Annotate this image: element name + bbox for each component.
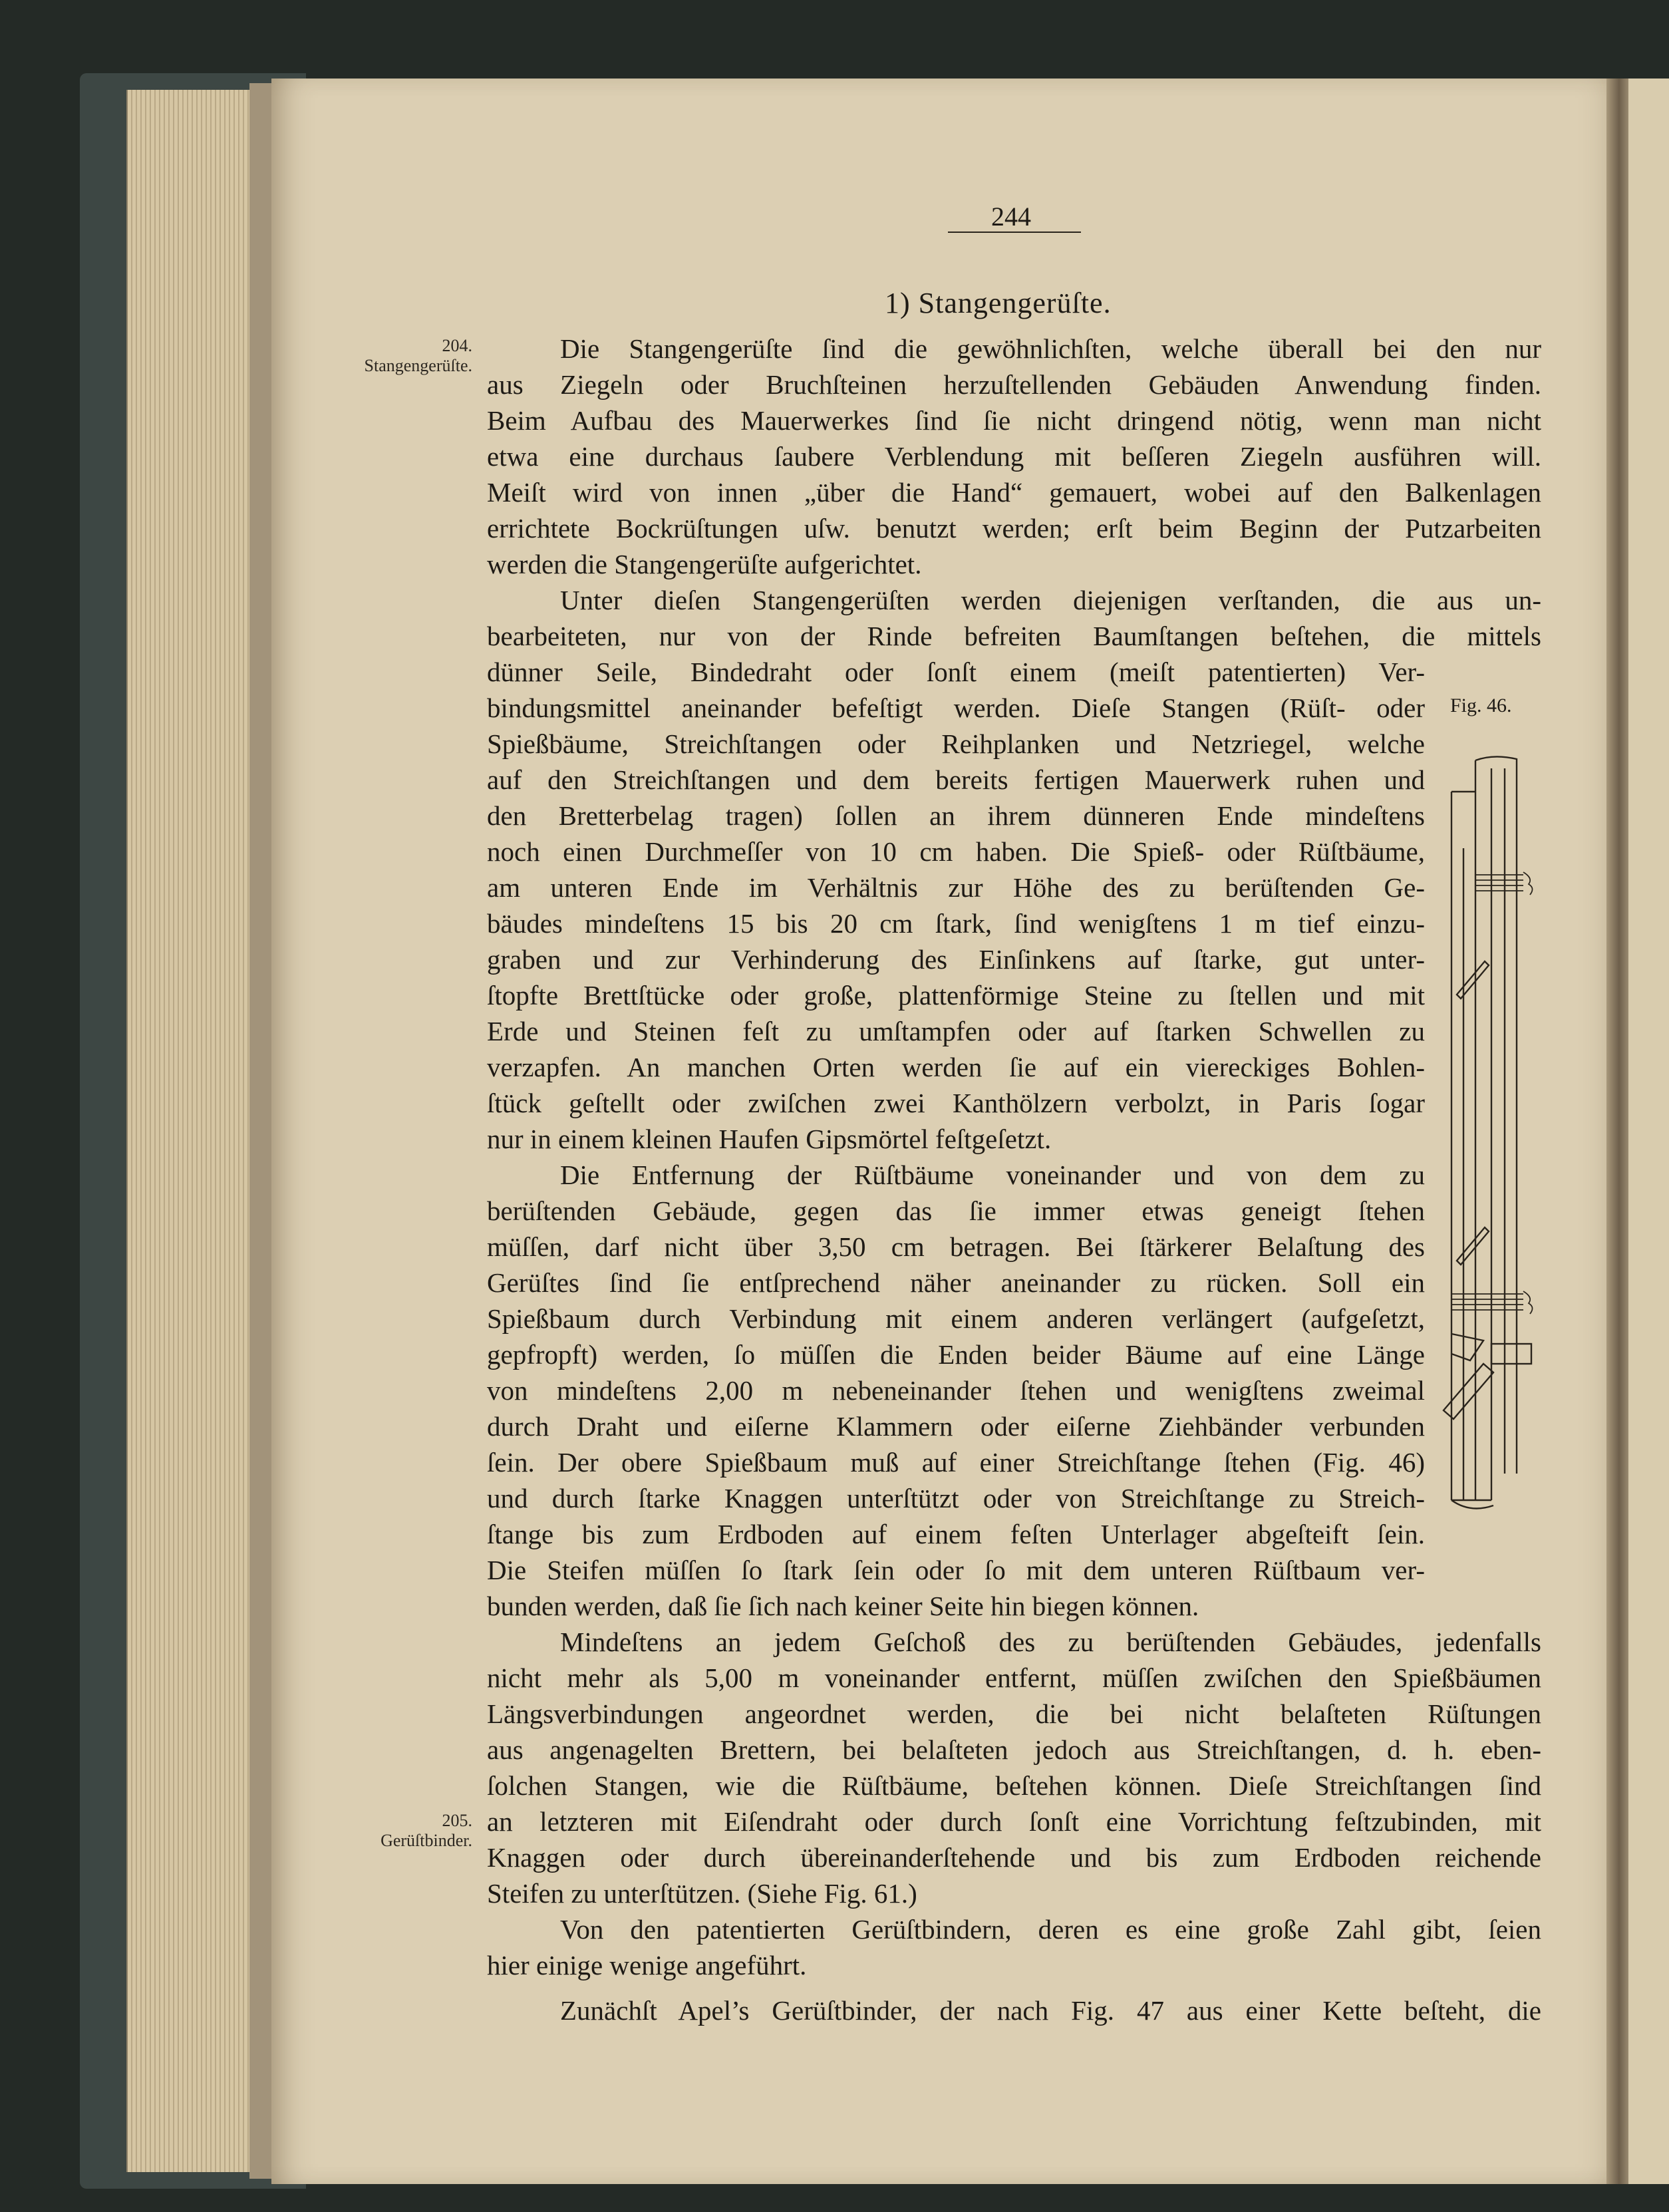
margin-note-label: Stangengerüſte. — [364, 356, 472, 375]
text-line: von mindeſtens 2,00 m nebeneinander ſtehen und wenigſtens zweimal — [487, 1375, 1425, 1406]
margin-note-number: 204. — [442, 336, 472, 355]
text-line: und durch ſtarke Knaggen unterſtützt oder von Streichſtange zu Streich- — [487, 1483, 1425, 1513]
text-line: bunden werden, daß ſie ſich nach keiner Seite hin biegen können. — [487, 1591, 1199, 1621]
section-heading: 1) Stangengerüſte. — [885, 287, 1112, 319]
text-line: durch Draht und eiſerne Klammern oder eiſerne Ziehbänder verbunden — [487, 1411, 1425, 1442]
text-line: Zunächſt Apel’s Gerüſtbinder, der nach Fig. 47 aus einer Kette beſteht, die — [560, 1995, 1541, 2026]
text-line: ſtück geſtellt oder zwiſchen zwei Kanthölzern verbolzt, in Paris ſogar — [487, 1088, 1425, 1118]
page-number: 244 — [991, 202, 1031, 232]
text-line: bäudes mindeſtens 15 bis 20 cm ſtark, ſind wenigſtens 1 m tief einzu- — [487, 908, 1425, 939]
text-line: müſſen, darf nicht über 3,50 cm betragen. Bei ſtärkerer Belaſtung des — [487, 1231, 1425, 1262]
text-line: Die Steifen müſſen ſo ſtark ſein oder ſo mit dem unteren Rüſtbaum ver- — [487, 1555, 1425, 1585]
text-line: Längsverbindungen angeordnet werden, die bei nicht belaſteten Rüſtungen — [487, 1698, 1541, 1729]
text-line: gepfropft) werden, ſo müſſen die Enden beider Bäume auf eine Länge — [487, 1339, 1425, 1370]
text-line: an letzteren mit Eiſendraht oder durch ſonſt eine Vorrichtung feſtzubinden, mit — [487, 1806, 1541, 1837]
text-line: hier einige wenige angeführt. — [487, 1950, 807, 1980]
text-line: Meiſt wird von innen „über die Hand“ gemauert, wobei auf den Balkenlagen — [487, 477, 1541, 508]
text-line: am unteren Ende im Verhältnis zur Höhe des zu berüſtenden Ge- — [487, 872, 1425, 903]
text-line: Knaggen oder durch übereinanderſtehende und bis zum Erdboden reichende — [487, 1842, 1541, 1873]
margin-note-label: Gerüſtbinder. — [380, 1831, 472, 1850]
text-line: Erde und Steinen feſt zu umſtampfen oder auf ſtarken Schwellen zu — [487, 1016, 1425, 1046]
text-line: bearbeiteten, nur von der Rinde befreiten Baumſtangen beſtehen, die mittels — [487, 621, 1541, 651]
text-line: Die Entfernung der Rüſtbäume voneinander und von dem zu — [560, 1160, 1425, 1190]
text-line: errichtete Bockrüſtungen uſw. benutzt werden; erſt beim Beginn der Putzarbeiten — [487, 513, 1541, 544]
text-line: auf den Streichſtangen und dem bereits fertigen Mauerwerk ruhen und — [487, 764, 1425, 795]
text-line: Unter dieſen Stangengerüſten werden diejenigen verſtanden, die aus un- — [560, 585, 1541, 615]
text-line: nicht mehr als 5,00 m voneinander entfernt, müſſen zwiſchen den Spießbäumen — [487, 1662, 1541, 1693]
text-line: verzapfen. An manchen Orten werden ſie auf ein viereckiges Bohlen- — [487, 1052, 1425, 1082]
text-line: Beim Aufbau des Mauerwerkes ſind ſie nicht dringend nötig, wenn man nicht — [487, 405, 1541, 436]
text-line: bindungsmittel aneinander befeſtigt werden. Dieſe Stangen (Rüſt- oder — [487, 693, 1425, 723]
text-line: Gerüſtes ſind ſie entſprechend näher aneinander zu rücken. Soll ein — [487, 1267, 1425, 1298]
text-line: noch einen Durchmeſſer von 10 cm haben. Die Spieß- oder Rüſtbäume, — [487, 836, 1425, 867]
text-line: den Bretterbelag tragen) ſollen an ihrem dünneren Ende mindeſtens — [487, 800, 1425, 831]
next-page-edge — [1628, 79, 1669, 2184]
page-number-rule — [948, 232, 1081, 233]
text-line: ſtopfte Brettſtücke oder große, plattenförmige Steine zu ſtellen und mit — [487, 980, 1425, 1011]
text-line: Spießbaum durch Verbindung mit einem anderen verlängert (aufgeſetzt, — [487, 1303, 1425, 1334]
text-line: werden die Stangengerüſte aufgerichtet. — [487, 549, 922, 579]
text-line: ſtange bis zum Erdboden auf einem feſten Unterlager abgeſteift ſein. — [487, 1519, 1425, 1549]
text-line: ſein. Der obere Spießbaum muß auf einer Streichſtange ſtehen (Fig. 46) — [487, 1447, 1425, 1478]
text-line: Von den patentierten Gerüſtbindern, deren es eine große Zahl gibt, ſeien — [560, 1914, 1541, 1945]
text-line: ſolchen Stangen, wie die Rüſtbäume, beſtehen können. Dieſe Streichſtangen ſind — [487, 1770, 1541, 1801]
text-line: aus Ziegeln oder Bruchſteinen herzuſtellenden Gebäuden Anwendung finden. — [487, 369, 1541, 400]
text-line: Die Stangengerüſte ſind die gewöhnlichſten, welche überall bei den nur — [560, 333, 1541, 364]
text-line: Mindeſtens an jedem Geſchoß des zu berüſtenden Gebäudes, jedenfalls — [560, 1627, 1541, 1657]
text-line: graben und zur Verhinderung des Einſinkens auf ſtarke, gut unter- — [487, 944, 1425, 975]
text-line: aus angenagelten Brettern, bei belaſteten jedoch aus Streichſtangen, d. h. eben- — [487, 1734, 1541, 1765]
margin-note-number: 205. — [442, 1811, 472, 1830]
text-line: etwa eine durchaus ſaubere Verblendung mit beſſeren Ziegeln ausführen will. — [487, 441, 1541, 472]
text-line: dünner Seile, Bindedraht oder ſonſt einem (meiſt patentierten) Ver- — [487, 657, 1425, 687]
text-line: berüſtenden Gebäude, gegen das ſie immer etwas geneigt ſtehen — [487, 1195, 1425, 1226]
text-line: Spießbäume, Streichſtangen oder Reihplanken und Netzriegel, welche — [487, 728, 1425, 759]
text-line: Steifen zu unterſtützen. (Siehe Fig. 61.) — [487, 1878, 917, 1909]
figure-label: Fig. 46. — [1450, 695, 1512, 716]
text-line: nur in einem kleinen Haufen Gipsmörtel feſtgeſetzt. — [487, 1124, 1052, 1154]
figure-scaffold-drawing — [1430, 742, 1557, 1517]
